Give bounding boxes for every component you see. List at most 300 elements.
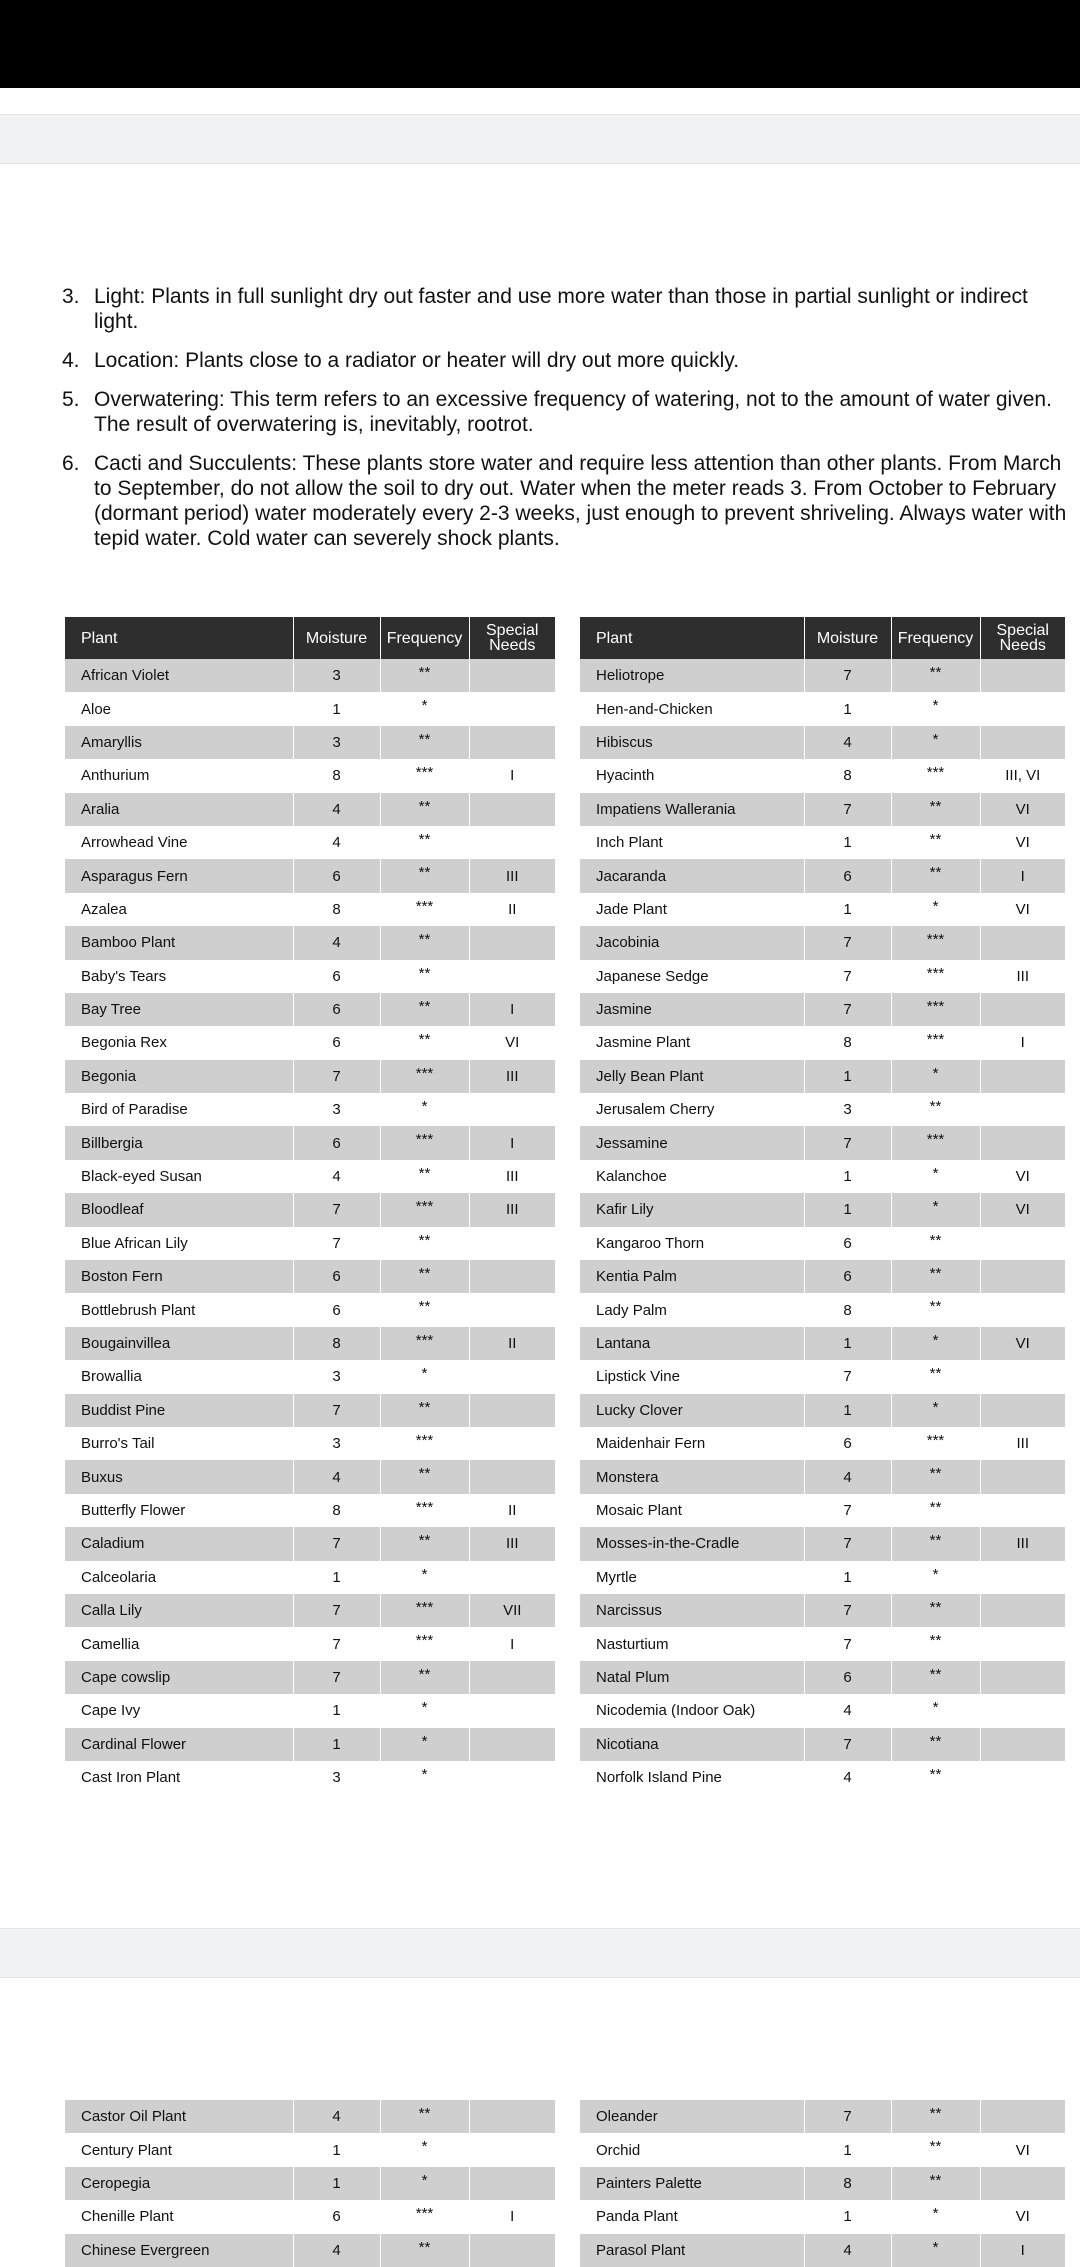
frequency-value: **: [891, 1293, 980, 1326]
frequency-value: **: [891, 859, 980, 892]
special-needs-value: [469, 1427, 555, 1460]
plant-name: Cardinal Flower: [65, 1728, 293, 1761]
tip-text: Overwatering: This term refers to an excessive frequency of watering, not to the amount of water given. The result of overwatering is, inevitably, rootrot.: [94, 388, 1052, 436]
special-needs-value: III: [469, 1193, 555, 1226]
plant-name: Aralia: [65, 793, 293, 826]
table-row: [580, 1594, 1065, 1627]
frequency-value: *: [380, 1761, 469, 1794]
plant-name: Bird of Paradise: [65, 1093, 293, 1126]
frequency-value: **: [380, 1661, 469, 1694]
table-row: [65, 859, 555, 892]
table-row: [580, 859, 1065, 892]
table-row: [65, 1327, 555, 1360]
plant-name: Orchid: [580, 2133, 804, 2166]
table-row: [65, 1260, 555, 1293]
special-needs-value: VI: [980, 826, 1065, 859]
plant-name: Bougainvillea: [65, 1327, 293, 1360]
plant-table-left: [65, 617, 555, 1794]
plant-name: Narcissus: [580, 1594, 804, 1627]
moisture-value: 4: [293, 926, 380, 959]
moisture-value: 7: [293, 1227, 380, 1260]
frequency-value: **: [891, 2133, 980, 2166]
frequency-value: **: [380, 1460, 469, 1493]
moisture-value: 7: [804, 926, 891, 959]
frequency-value: ***: [891, 1026, 980, 1059]
moisture-value: 6: [804, 1661, 891, 1694]
frequency-value: *: [380, 2167, 469, 2200]
frequency-value: *: [380, 1360, 469, 1393]
moisture-value: 4: [804, 2234, 891, 2267]
table-row: [65, 1427, 555, 1460]
frequency-value: **: [891, 1093, 980, 1126]
frequency-value: ***: [380, 1327, 469, 1360]
frequency-value: **: [891, 2167, 980, 2200]
table-row: [65, 960, 555, 993]
plant-name: Maidenhair Fern: [580, 1427, 804, 1460]
plant-name: Caladium: [65, 1527, 293, 1560]
moisture-value: 7: [804, 659, 891, 692]
table-row: [65, 1193, 555, 1226]
watering-tips-list: [62, 284, 1070, 565]
special-needs-value: II: [469, 1494, 555, 1527]
moisture-value: 8: [293, 1327, 380, 1360]
tip-text: Cacti and Succulents: These plants store water and require less attention than other plants. From March to September, do not allow the soil to dry out. Water when the meter reads 3. From October to February (dormant period) water moderately every 2-3 weeks, just enough to prevent shriveling. Always water with tepid water. Cold water can severely shock plants.: [94, 452, 1067, 550]
table-row: [65, 2200, 555, 2233]
moisture-value: 1: [804, 1327, 891, 1360]
moisture-value: 7: [804, 1594, 891, 1627]
table-row: [65, 1627, 555, 1660]
moisture-value: 6: [804, 1427, 891, 1460]
table-header-row: [580, 617, 1065, 659]
frequency-value: ***: [380, 1494, 469, 1527]
special-needs-value: [980, 1260, 1065, 1293]
frequency-value: **: [891, 1661, 980, 1694]
frequency-value: **: [380, 1160, 469, 1193]
tip-text: Location: Plants close to a radiator or heater will dry out more quickly.: [94, 349, 740, 372]
table-row: [580, 1227, 1065, 1260]
special-needs-value: II: [469, 1327, 555, 1360]
plant-name: Boston Fern: [65, 1260, 293, 1293]
plant-name: Hyacinth: [580, 759, 804, 792]
table-row: [65, 1093, 555, 1126]
frequency-value: **: [380, 993, 469, 1026]
header-special-needs: Special Needs: [980, 617, 1065, 659]
plant-name: Inch Plant: [580, 826, 804, 859]
table-row: [65, 826, 555, 859]
frequency-value: *: [380, 1694, 469, 1727]
frequency-value: *: [380, 1561, 469, 1594]
frequency-value: *: [380, 2133, 469, 2166]
moisture-value: 4: [804, 726, 891, 759]
table-header-row: [65, 617, 555, 659]
moisture-value: 1: [293, 2133, 380, 2166]
moisture-value: 7: [804, 993, 891, 1026]
frequency-value: *: [891, 692, 980, 725]
moisture-value: 6: [293, 1293, 380, 1326]
special-needs-value: [469, 1360, 555, 1393]
plant-name: Bottlebrush Plant: [65, 1293, 293, 1326]
special-needs-value: III: [469, 1527, 555, 1560]
special-needs-value: [980, 1293, 1065, 1326]
plant-name: Oleander: [580, 2100, 804, 2133]
table-row: [65, 1561, 555, 1594]
frequency-value: **: [380, 1527, 469, 1560]
frequency-value: ***: [891, 1126, 980, 1159]
table-row: [65, 1694, 555, 1727]
frequency-value: **: [891, 1627, 980, 1660]
moisture-value: 6: [804, 859, 891, 892]
frequency-value: ***: [891, 759, 980, 792]
special-needs-value: III: [469, 1060, 555, 1093]
plant-name: Chenille Plant: [65, 2200, 293, 2233]
plant-name: Jessamine: [580, 1126, 804, 1159]
table-row: [65, 1460, 555, 1493]
moisture-value: 1: [293, 692, 380, 725]
plant-name: Painters Palette: [580, 2167, 804, 2200]
table-row: [580, 1327, 1065, 1360]
frequency-value: **: [380, 2234, 469, 2267]
tip-item: [62, 451, 1070, 551]
table-row: [65, 1527, 555, 1560]
special-needs-value: [469, 1761, 555, 1794]
frequency-value: ***: [891, 993, 980, 1026]
header-plant: Plant: [65, 617, 293, 659]
special-needs-value: VI: [980, 893, 1065, 926]
table-row: [580, 1694, 1065, 1727]
table-row: [65, 1060, 555, 1093]
plant-name: Calla Lily: [65, 1594, 293, 1627]
special-needs-value: [469, 692, 555, 725]
special-needs-value: [469, 926, 555, 959]
plant-name: Jasmine Plant: [580, 1026, 804, 1059]
moisture-value: 1: [293, 1561, 380, 1594]
table-row: [65, 2234, 555, 2267]
moisture-value: 7: [804, 1360, 891, 1393]
special-needs-value: [980, 1093, 1065, 1126]
special-needs-value: I: [469, 993, 555, 1026]
table-row: [580, 993, 1065, 1026]
frequency-value: *: [891, 1193, 980, 1226]
frequency-value: *: [891, 2200, 980, 2233]
special-needs-value: [980, 659, 1065, 692]
frequency-value: **: [380, 926, 469, 959]
moisture-value: 7: [804, 1728, 891, 1761]
table-row: [580, 1761, 1065, 1794]
plant-name: Burro's Tail: [65, 1427, 293, 1460]
moisture-value: 1: [804, 692, 891, 725]
plant-name: Bamboo Plant: [65, 926, 293, 959]
tip-text: Light: Plants in full sunlight dry out faster and use more water than those in partial sunlight or indirect light.: [94, 285, 1028, 333]
moisture-value: 7: [293, 1661, 380, 1694]
tip-item: [62, 387, 1070, 437]
moisture-value: 8: [804, 1026, 891, 1059]
moisture-value: 1: [804, 826, 891, 859]
frequency-value: *: [891, 1561, 980, 1594]
moisture-value: 7: [804, 960, 891, 993]
plant-name: Cape cowslip: [65, 1661, 293, 1694]
frequency-value: **: [891, 1227, 980, 1260]
moisture-value: 4: [293, 793, 380, 826]
special-needs-value: [469, 2100, 555, 2133]
header-moisture: Moisture: [293, 617, 380, 659]
moisture-value: 7: [804, 1527, 891, 1560]
moisture-value: 6: [293, 1026, 380, 1059]
special-needs-value: I: [469, 1126, 555, 1159]
frequency-value: **: [891, 1494, 980, 1527]
special-needs-value: VI: [980, 2133, 1065, 2166]
plant-name: Nicotiana: [580, 1728, 804, 1761]
plant-name: Bloodleaf: [65, 1193, 293, 1226]
table-row: [65, 793, 555, 826]
page-separator: [0, 1928, 1080, 1978]
moisture-value: 1: [804, 1561, 891, 1594]
plant-name: Century Plant: [65, 2133, 293, 2166]
frequency-value: **: [891, 2100, 980, 2133]
header-plant: Plant: [580, 617, 804, 659]
moisture-value: 6: [293, 1126, 380, 1159]
plant-name: Buxus: [65, 1460, 293, 1493]
special-needs-value: [980, 1694, 1065, 1727]
table-row: [580, 960, 1065, 993]
table-row: [580, 893, 1065, 926]
special-needs-value: I: [980, 2234, 1065, 2267]
table-row: [65, 1160, 555, 1193]
special-needs-value: VI: [980, 793, 1065, 826]
table-row: [65, 2100, 555, 2133]
table-row: [65, 1728, 555, 1761]
table-row: [65, 759, 555, 792]
frequency-value: **: [380, 726, 469, 759]
header-special-needs: Special Needs: [469, 617, 555, 659]
frequency-value: *: [891, 2234, 980, 2267]
table-row: [65, 2133, 555, 2166]
table-row: [580, 692, 1065, 725]
plant-name: Aloe: [65, 692, 293, 725]
moisture-value: 6: [804, 1260, 891, 1293]
plant-name: Camellia: [65, 1627, 293, 1660]
special-needs-value: [980, 926, 1065, 959]
special-needs-value: III: [980, 1427, 1065, 1460]
plant-name: Parasol Plant: [580, 2234, 804, 2267]
special-needs-value: II: [469, 893, 555, 926]
frequency-value: ***: [380, 1193, 469, 1226]
table-row: [580, 2100, 1065, 2133]
moisture-value: 4: [293, 2234, 380, 2267]
document-page-1: [0, 164, 1080, 1928]
table-row: [580, 2133, 1065, 2166]
frequency-value: ***: [380, 1060, 469, 1093]
special-needs-value: [980, 692, 1065, 725]
frequency-value: **: [891, 1360, 980, 1393]
frequency-value: **: [891, 1761, 980, 1794]
plant-name: Cape Ivy: [65, 1694, 293, 1727]
plant-name: Jacaranda: [580, 859, 804, 892]
frequency-value: **: [891, 1460, 980, 1493]
table-row: [580, 2234, 1065, 2267]
frequency-value: ***: [380, 759, 469, 792]
table-row: [580, 1360, 1065, 1393]
plant-name: Browallia: [65, 1360, 293, 1393]
frequency-value: **: [891, 793, 980, 826]
table-row: [65, 926, 555, 959]
plant-name: Lady Palm: [580, 1293, 804, 1326]
special-needs-value: [469, 1561, 555, 1594]
moisture-value: 7: [293, 1394, 380, 1427]
moisture-value: 8: [293, 893, 380, 926]
plant-name: Buddist Pine: [65, 1394, 293, 1427]
frequency-value: ***: [380, 893, 469, 926]
moisture-value: 4: [804, 1460, 891, 1493]
moisture-value: 8: [804, 1293, 891, 1326]
plant-name: Hen-and-Chicken: [580, 692, 804, 725]
table-row: [580, 1160, 1065, 1193]
moisture-value: 7: [293, 1594, 380, 1627]
special-needs-value: III: [980, 1527, 1065, 1560]
special-needs-value: [980, 1661, 1065, 1694]
plant-name: Azalea: [65, 893, 293, 926]
plant-name: Kangaroo Thorn: [580, 1227, 804, 1260]
frequency-value: *: [380, 692, 469, 725]
table-row: [580, 1193, 1065, 1226]
plant-name: Black-eyed Susan: [65, 1160, 293, 1193]
special-needs-value: VII: [469, 1594, 555, 1627]
plant-name: Monstera: [580, 1460, 804, 1493]
table-row: [65, 1661, 555, 1694]
table-row: [580, 1260, 1065, 1293]
moisture-value: 1: [293, 2167, 380, 2200]
plant-name: Billbergia: [65, 1126, 293, 1159]
special-needs-value: I: [980, 859, 1065, 892]
special-needs-value: [469, 1661, 555, 1694]
special-needs-value: III: [980, 960, 1065, 993]
tip-number: 5.: [62, 388, 80, 411]
table-row: [580, 1394, 1065, 1427]
plant-name: Amaryllis: [65, 726, 293, 759]
special-needs-value: [469, 1394, 555, 1427]
moisture-value: 1: [804, 2133, 891, 2166]
special-needs-value: [980, 1761, 1065, 1794]
frequency-value: **: [891, 1728, 980, 1761]
special-needs-value: [469, 1460, 555, 1493]
special-needs-value: [980, 1360, 1065, 1393]
table-row: [65, 1761, 555, 1794]
plant-name: Begonia Rex: [65, 1026, 293, 1059]
table-row: [65, 1360, 555, 1393]
plant-name: Jade Plant: [580, 893, 804, 926]
frequency-value: **: [380, 1227, 469, 1260]
moisture-value: 6: [293, 1260, 380, 1293]
special-needs-value: VI: [469, 1026, 555, 1059]
special-needs-value: [469, 2133, 555, 2166]
table-row: [580, 1460, 1065, 1493]
moisture-value: 3: [293, 1093, 380, 1126]
table-row: [580, 726, 1065, 759]
moisture-value: 7: [804, 2100, 891, 2133]
moisture-value: 7: [293, 1527, 380, 1560]
moisture-value: 7: [293, 1627, 380, 1660]
table-row: [65, 1126, 555, 1159]
plant-name: Impatiens Wallerania: [580, 793, 804, 826]
moisture-value: 3: [293, 1761, 380, 1794]
plant-name: Baby's Tears: [65, 960, 293, 993]
plant-name: Nasturtium: [580, 1627, 804, 1660]
table-row: [580, 1126, 1065, 1159]
tip-item: [62, 284, 1070, 334]
special-needs-value: [469, 1728, 555, 1761]
moisture-value: 6: [293, 859, 380, 892]
frequency-value: **: [891, 659, 980, 692]
plant-table-right-continued: [580, 2100, 1065, 2267]
special-needs-value: [469, 659, 555, 692]
moisture-value: 1: [293, 1694, 380, 1727]
moisture-value: 8: [804, 2167, 891, 2200]
moisture-value: 8: [293, 1494, 380, 1527]
table-row: [580, 1060, 1065, 1093]
special-needs-value: I: [980, 1026, 1065, 1059]
frequency-value: ***: [380, 1627, 469, 1660]
tip-number: 4.: [62, 349, 80, 372]
tip-number: 6.: [62, 452, 80, 475]
frequency-value: *: [380, 1093, 469, 1126]
moisture-value: 3: [293, 726, 380, 759]
header-moisture: Moisture: [804, 617, 891, 659]
special-needs-value: VI: [980, 1327, 1065, 1360]
frequency-value: *: [891, 1694, 980, 1727]
frequency-value: **: [380, 1026, 469, 1059]
special-needs-value: [469, 726, 555, 759]
plant-name: Jasmine: [580, 993, 804, 1026]
plant-name: Heliotrope: [580, 659, 804, 692]
special-needs-value: [980, 1561, 1065, 1594]
plant-name: Kentia Palm: [580, 1260, 804, 1293]
table-row: [65, 993, 555, 1026]
frequency-value: *: [891, 1327, 980, 1360]
special-needs-value: [980, 1627, 1065, 1660]
table-row: [65, 1026, 555, 1059]
plant-name: Butterfly Flower: [65, 1494, 293, 1527]
table-row: [65, 1494, 555, 1527]
frequency-value: **: [380, 659, 469, 692]
frequency-value: **: [380, 1293, 469, 1326]
plant-table-right: [580, 617, 1065, 1794]
moisture-value: 4: [293, 1460, 380, 1493]
plant-name: Kalanchoe: [580, 1160, 804, 1193]
moisture-value: 1: [293, 1728, 380, 1761]
special-needs-value: [980, 1227, 1065, 1260]
status-bar: [0, 0, 1080, 88]
table-row: [580, 1728, 1065, 1761]
special-needs-value: [980, 1728, 1065, 1761]
plant-name: Jacobinia: [580, 926, 804, 959]
special-needs-value: VI: [980, 1193, 1065, 1226]
table-row: [65, 2167, 555, 2200]
frequency-value: ***: [380, 1126, 469, 1159]
table-row: [580, 1627, 1065, 1660]
table-row: [580, 1427, 1065, 1460]
table-row: [580, 1093, 1065, 1126]
moisture-value: 4: [804, 1761, 891, 1794]
moisture-value: 7: [804, 1627, 891, 1660]
special-needs-value: VI: [980, 2200, 1065, 2233]
special-needs-value: I: [469, 759, 555, 792]
special-needs-value: [469, 1694, 555, 1727]
moisture-value: 3: [804, 1093, 891, 1126]
frequency-value: **: [891, 1594, 980, 1627]
table-row: [580, 759, 1065, 792]
plant-name: Anthurium: [65, 759, 293, 792]
plant-table-left-continued: [65, 2100, 555, 2267]
plant-name: Bay Tree: [65, 993, 293, 1026]
